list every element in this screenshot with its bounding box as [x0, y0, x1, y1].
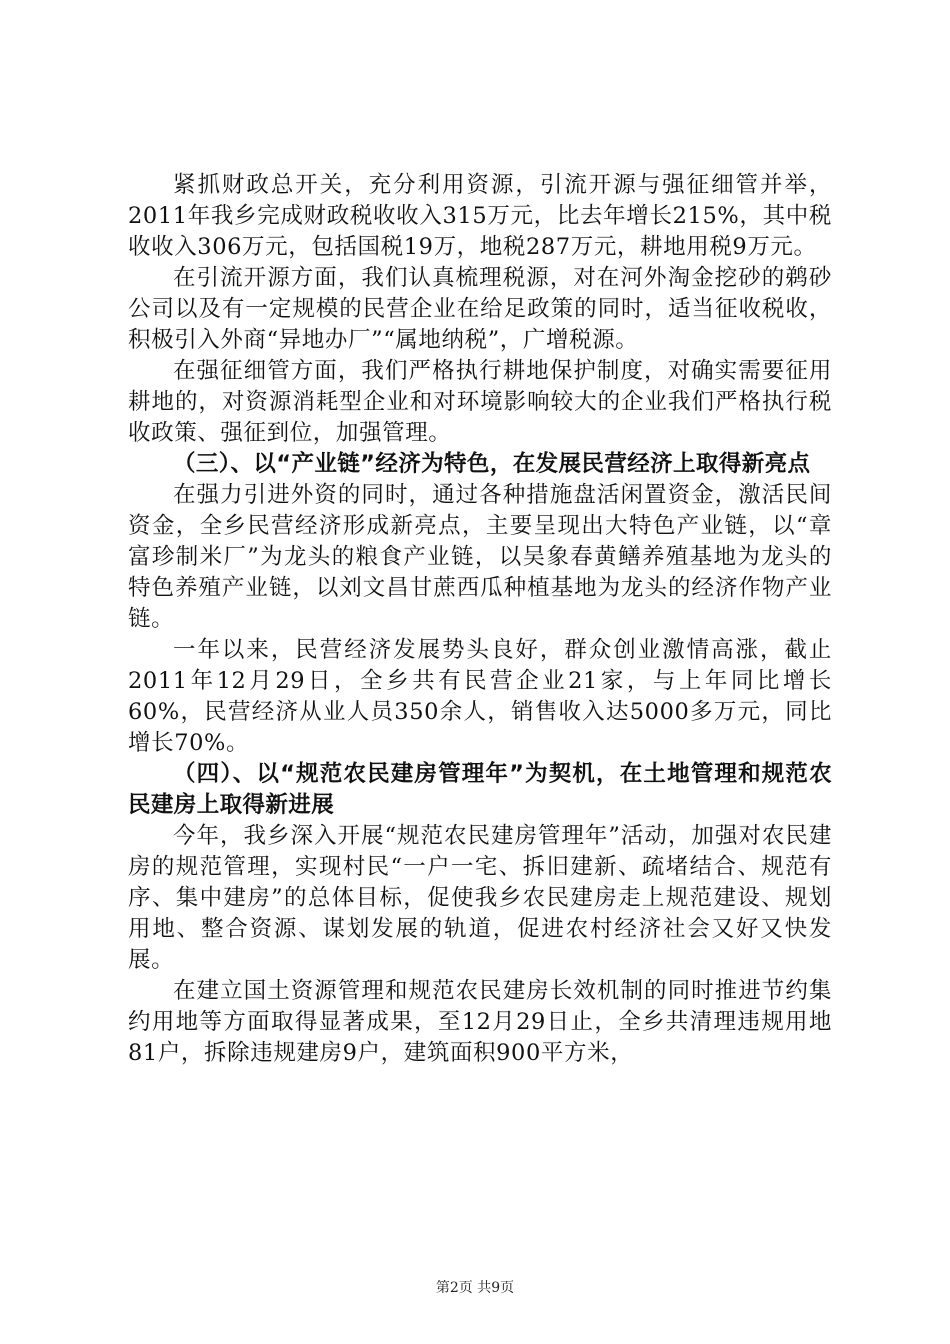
page-number-footer: 第2页 共9页: [435, 1280, 515, 1296]
document-page: [128, 170, 832, 1069]
paragraph-strict-collection: 在强征细管方面，我们严格执行耕地保护制度，对确实需要征用耕地的，对资源消耗型企业和对环境影响较大的企业我们严格执行税收政策、强征到位，加强管理。: [128, 358, 832, 446]
section-heading-housing-management: （四）、以“规范农民建房管理年”为契机，在土地管理和规范农民建房上取得新进展: [128, 761, 832, 818]
paragraph-revenue-sources: 在引流开源方面，我们认真梳理税源，对在河外淘金挖砂的鹈砂公司以及有一定规模的民营企业在给足政策的同时，适当征收税收，积极引入外商“异地办厂”“属地纳税”，广增税源。: [128, 265, 832, 353]
paragraph-private-capital: 在强力引进外资的同时，通过各种措施盘活闲置资金，激活民间资金，全乡民营经济形成新亮点，主要呈现出大特色产业链，以“章富珍制米厂”为龙头的粮食产业链，以吴象春黄鳝养殖基地为龙头的特色养殖产业链，以刘文昌甘蔗西瓜种植基地为龙头的经济作物产业链。: [128, 482, 832, 632]
paragraph-private-economy-stats: 一年以来，民营经济发展势头良好，群众创业激情高涨，截止2011年12月29日，全乡共有民营企业21家，与上年同比增长60%，民营经济从业人员350余人，销售收入达5000多万元，同比增长70%。: [128, 637, 832, 756]
paragraph-finance-summary: 紧抓财政总开关，充分利用资源，引流开源与强征细管并举，2011年我乡完成财政税收收入315万元，比去年增长215%，其中税收收入306万元，包括国税19万，地税287万元，耕地用税9万元。: [128, 172, 832, 260]
paragraph-land-results: 在建立国土资源管理和规范农民建房长效机制的同时推进节约集约用地等方面取得显著成果，至12月29日止，全乡共清理违规用地81户，拆除违规建房9户，建筑面积900平方米，: [128, 978, 832, 1066]
paragraph-housing-campaign: 今年，我乡深入开展“规范农民建房管理年”活动，加强对农民建房的规范管理，实现村民“一户一宅、拆旧建新、疏堵结合、规范有序、集中建房”的总体目标，促使我乡农民建房走上规范建设、规划用地、整合资源、谋划发展的轨道，促进农村经济社会又好又快发展。: [128, 823, 832, 973]
section-heading-industry-chain: （三）、以“产业链”经济为特色，在发展民营经济上取得新亮点: [173, 451, 811, 477]
